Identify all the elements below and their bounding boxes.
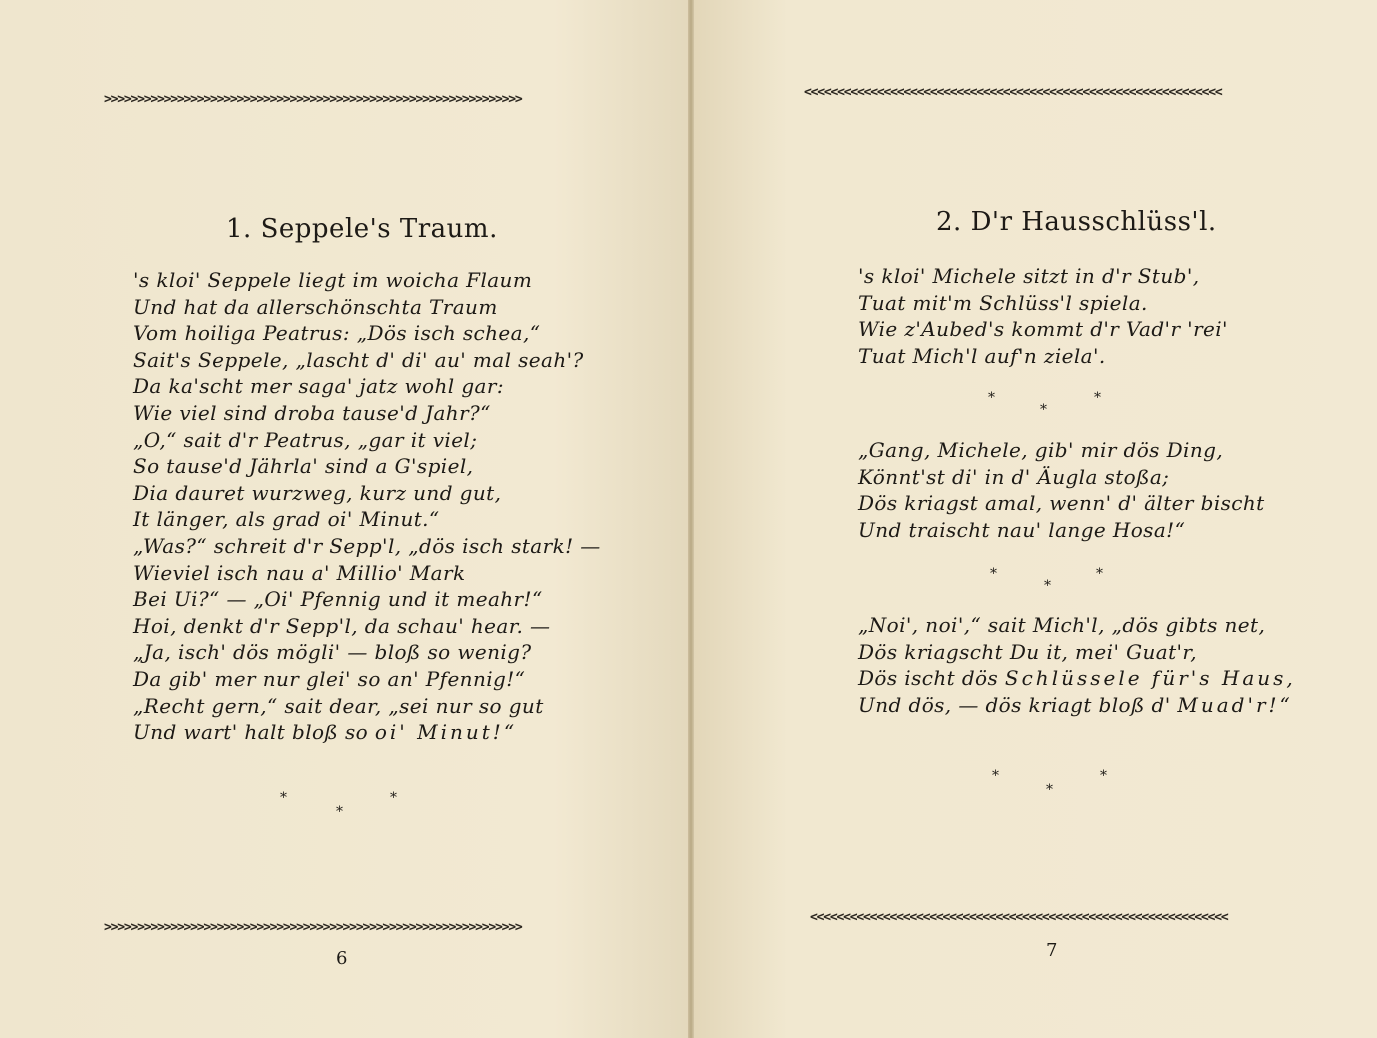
verse-line: „Noi', noi',“ sait Mich'l, „dös gibts net,	[858, 613, 1266, 637]
section-stars	[990, 566, 1130, 606]
verse-line: So tause'd Jährla' sind a G'spiel,	[133, 454, 474, 479]
poem-stanza-1	[858, 263, 1228, 369]
verse-line: Dös kriagscht Du it, mei' Guat'r,	[858, 639, 1197, 664]
poem-verse	[133, 267, 601, 746]
verse-line: Sait's Seppele, „lascht d' di' au' mal seah'?	[133, 347, 584, 372]
section-stars	[280, 790, 420, 830]
verse-line	[858, 665, 1296, 692]
verse-line: Hoi, denkt d'r Sepp'l, da schau' hear. —	[133, 613, 551, 638]
right-page	[692, 0, 1377, 1038]
verse-line-last-spaced: oi' Minut!“	[374, 720, 518, 745]
verse-line: 's kloi' Seppele liegt im woicha Flaum	[133, 268, 533, 292]
verse-line: „O,“ sait d'r Peatrus, „gar it viel;	[133, 427, 478, 452]
verse-line: Vom hoiliga Peatrus: „Dös isch schea,“	[133, 321, 541, 346]
top-ornament-rule: >>>>>>>>>>>>>>>>>>>>>>>>>>>>>>>>>>>>>>>>>>>>>>>>>>>>>>>>>>>>>>>	[104, 93, 522, 107]
verse-line: Wieviel isch nau a' Millio' Mark	[133, 560, 466, 585]
verse-line: Tuat Mich'l auf'n ziela'.	[858, 343, 1106, 368]
poem-stanza-3	[858, 612, 1296, 718]
verse-line: Bei Ui?“ — „Oi' Pfennig und it meahr!“	[133, 587, 543, 612]
verse-line-spaced: Muad'r!“	[1177, 692, 1293, 717]
verse-line: Und hat da allerschönschta Traum	[133, 294, 498, 319]
verse-line-spaced: Schlüssele für's Haus,	[1004, 666, 1296, 691]
star-mark: *	[280, 790, 287, 806]
verse-line-prefix: Und dös, — dös kriagt bloß d'	[858, 692, 1178, 717]
verse-line: Könnt'st di' in d' Äugla stoßa;	[858, 464, 1170, 489]
star-mark: *	[988, 390, 995, 406]
page-number: 6	[336, 948, 348, 969]
verse-line: Da ka'scht mer saga' jatz wohl gar:	[133, 374, 504, 399]
star-mark: *	[1096, 566, 1103, 582]
star-mark: *	[1044, 578, 1051, 594]
verse-line: Und traischt nau' lange Hosa!“	[858, 517, 1186, 542]
star-mark: *	[1046, 782, 1053, 798]
star-mark: *	[390, 790, 397, 806]
section-stars	[992, 768, 1132, 808]
star-mark: *	[1100, 768, 1107, 784]
verse-line: „Was?“ schreit d'r Sepp'l, „dös isch stark! —	[133, 533, 601, 558]
verse-line: Da gib' mer nur glei' so an' Pfennig!“	[133, 666, 526, 691]
verse-line: Wie viel sind droba tause'd Jahr?“	[133, 400, 491, 425]
verse-line	[858, 692, 1296, 719]
bottom-ornament-rule: >>>>>>>>>>>>>>>>>>>>>>>>>>>>>>>>>>>>>>>>>>>>>>>>>>>>>>>>>>>>>>>	[104, 921, 522, 935]
star-mark: *	[336, 804, 343, 820]
verse-line: „Recht gern,“ sait dear, „sei nur so gut	[133, 693, 544, 718]
verse-line: Dia dauret wurzweg, kurz und gut,	[133, 480, 502, 505]
star-mark: *	[1094, 390, 1101, 406]
verse-line: 's kloi' Michele sitzt in d'r Stub',	[858, 264, 1200, 288]
top-ornament-rule: <<<<<<<<<<<<<<<<<<<<<<<<<<<<<<<<<<<<<<<<<<<<<<<<<<<<<<<<<<<<<<<	[804, 86, 1222, 100]
star-mark: *	[1040, 402, 1047, 418]
verse-line-prefix: Dös ischt dös	[858, 666, 1005, 691]
poem-title: 1. Seppele's Traum.	[226, 214, 498, 244]
verse-line: Tuat mit'm Schlüss'l spiela.	[858, 290, 1148, 315]
verse-line: It länger, als grad oi' Minut.“	[133, 507, 440, 532]
page-number: 7	[1046, 940, 1058, 961]
verse-line: Dös kriagst amal, wenn' d' älter bischt	[858, 491, 1265, 516]
verse-line: „Ja, isch' dös mögli' — bloß so wenig?	[133, 640, 532, 665]
star-mark: *	[992, 768, 999, 784]
verse-line: Wie z'Aubed's kommt d'r Vad'r 'rei'	[858, 317, 1228, 342]
verse-line-last-prefix: Und wart' halt bloß so	[133, 720, 375, 745]
poem-title: 2. D'r Hausschlüss'l.	[936, 207, 1217, 237]
book-gutter	[688, 0, 694, 1038]
section-stars	[988, 390, 1128, 430]
bottom-ornament-rule: <<<<<<<<<<<<<<<<<<<<<<<<<<<<<<<<<<<<<<<<<<<<<<<<<<<<<<<<<<<<<<<	[810, 911, 1228, 925]
verse-line-last	[133, 719, 601, 746]
star-mark: *	[990, 566, 997, 582]
verse-line: „Gang, Michele, gib' mir dös Ding,	[858, 438, 1224, 462]
poem-stanza-2	[858, 437, 1265, 543]
